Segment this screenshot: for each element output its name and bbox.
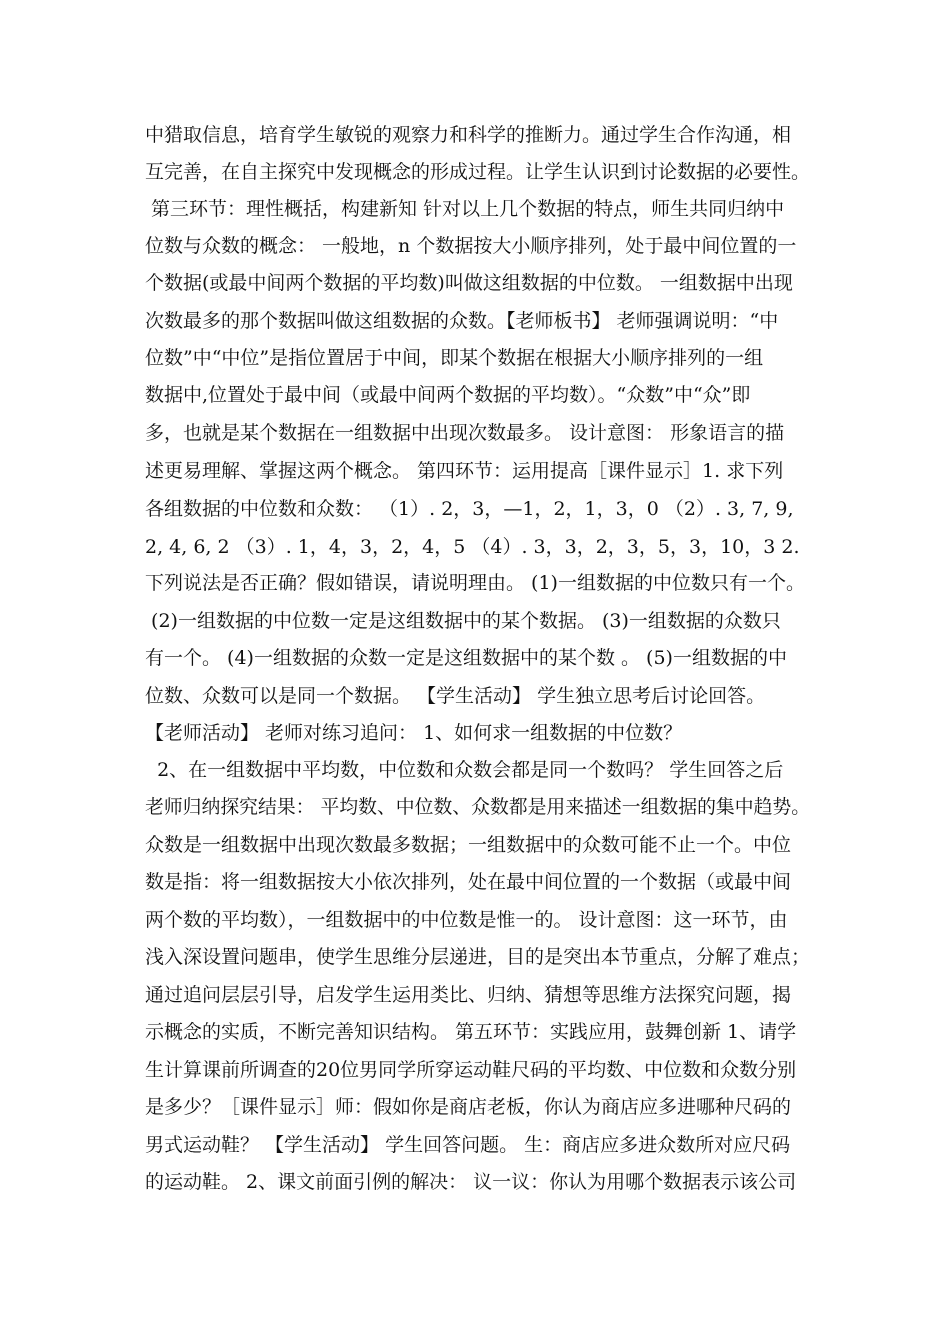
text-line-29: 的运动鞋。 2、课文前面引例的解决： 议一议：你认为用哪个数据表示该公司 [145, 1171, 797, 1193]
text-line-7: 位数”中“中位”是指位置居于中间，即某个数据在根据大小顺序排列的一组 [145, 347, 764, 369]
text-line-11: 各组数据的中位数和众数： （1）. 2，3，—1，2，1，3，0 （2）. 3, 7, 9, [145, 498, 794, 520]
text-line-16: 位数、众数可以是同一个数据。 【学生活动】 学生独立思考后讨论回答。 [145, 685, 766, 707]
text-line-21: 数是指：将一组数据按大小依次排列，处在最中间位置的一个数据（或最中间 [145, 871, 792, 893]
text-line-26: 生计算课前所调查的20位男同学所穿运动鞋尺码的平均数、中位数和众数分别 [145, 1059, 797, 1081]
text-line-15: 有一个。 (4)一组数据的众数一定是这组数据中的某个数 。 (5)一组数据的中 [145, 647, 787, 669]
text-line-5: 个数据(或最中间两个数据的平均数)叫做这组数据的中位数。 一组数据中出现 [145, 272, 793, 294]
text-line-9: 多，也就是某个数据在一组数据中出现次数最多。 设计意图： 形象语言的描 [145, 422, 785, 444]
text-line-22: 两个数的平均数），一组数据中的中位数是惟一的。 设计意图：这一环节，由 [145, 909, 788, 931]
text-line-3: 第三环节：理性概括，构建新知 针对以上几个数据的特点，师生共同归纳中 [145, 198, 785, 220]
text-line-12: 2, 4, 6, 2 （3）. 1，4，3，2，4，5 （4）. 3，3，2，3，5，3，10，3 2. [145, 536, 800, 558]
text-line-4: 位数与众数的概念： 一般地，n 个数据按大小顺序排列，处于最中间位置的一 [145, 235, 797, 257]
text-line-14: (2)一组数据的中位数一定是这组数据中的某个数据。 (3)一组数据的众数只 [145, 610, 781, 632]
text-line-2: 互完善，在自主探究中发现概念的形成过程。让学生认识到讨论数据的必要性。 [145, 161, 811, 183]
text-line-28: 男式运动鞋？ 【学生活动】 学生回答问题。 生：商店应多进众数所对应尺码 [145, 1134, 791, 1156]
text-line-8: 数据中,位置处于最中间（或最中间两个数据的平均数）。“众数”中“众”即 [145, 384, 751, 406]
text-line-6: 次数最多的那个数据叫做这组数据的众数。【老师板书】 老师强调说明：“中 [145, 310, 779, 332]
text-line-20: 众数是一组数据中出现次数最多数据；一组数据中的众数可能不止一个。中位 [145, 834, 792, 856]
text-line-13: 下列说法是否正确？假如错误，请说明理由。 (1)一组数据的中位数只有一个。 [145, 572, 805, 594]
text-line-1: 中猎取信息，培育学生敏锐的观察力和科学的推断力。通过学生合作沟通，相 [145, 124, 792, 146]
text-line-10: 述更易理解、掌握这两个概念。 第四环节：运用提高［课件显示］1. 求下列 [145, 460, 784, 482]
text-line-19: 老师归纳探究结果： 平均数、中位数、众数都是用来描述一组数据的集中趋势。 [145, 796, 811, 818]
text-line-18: 2、在一组数据中平均数，中位数和众数会都是同一个数吗？ 学生回答之后 [145, 759, 784, 781]
text-line-24: 通过追问层层引导，启发学生运用类比、归纳、猜想等思维方法探究问题，揭 [145, 984, 792, 1006]
text-line-23: 浅入深设置问题串，使学生思维分层递进，目的是突出本节重点，分解了难点； [145, 946, 811, 968]
text-line-25: 示概念的实质，不断完善知识结构。 第五环节：实践应用，鼓舞创新 1、请学 [145, 1021, 797, 1043]
text-line-17: 【老师活动】 老师对练习追问： 1、如何求一组数据的中位数？ [145, 722, 683, 744]
text-line-27: 是多少？［课件显示］师：假如你是商店老板，你认为商店应多进哪种尺码的 [145, 1096, 792, 1118]
